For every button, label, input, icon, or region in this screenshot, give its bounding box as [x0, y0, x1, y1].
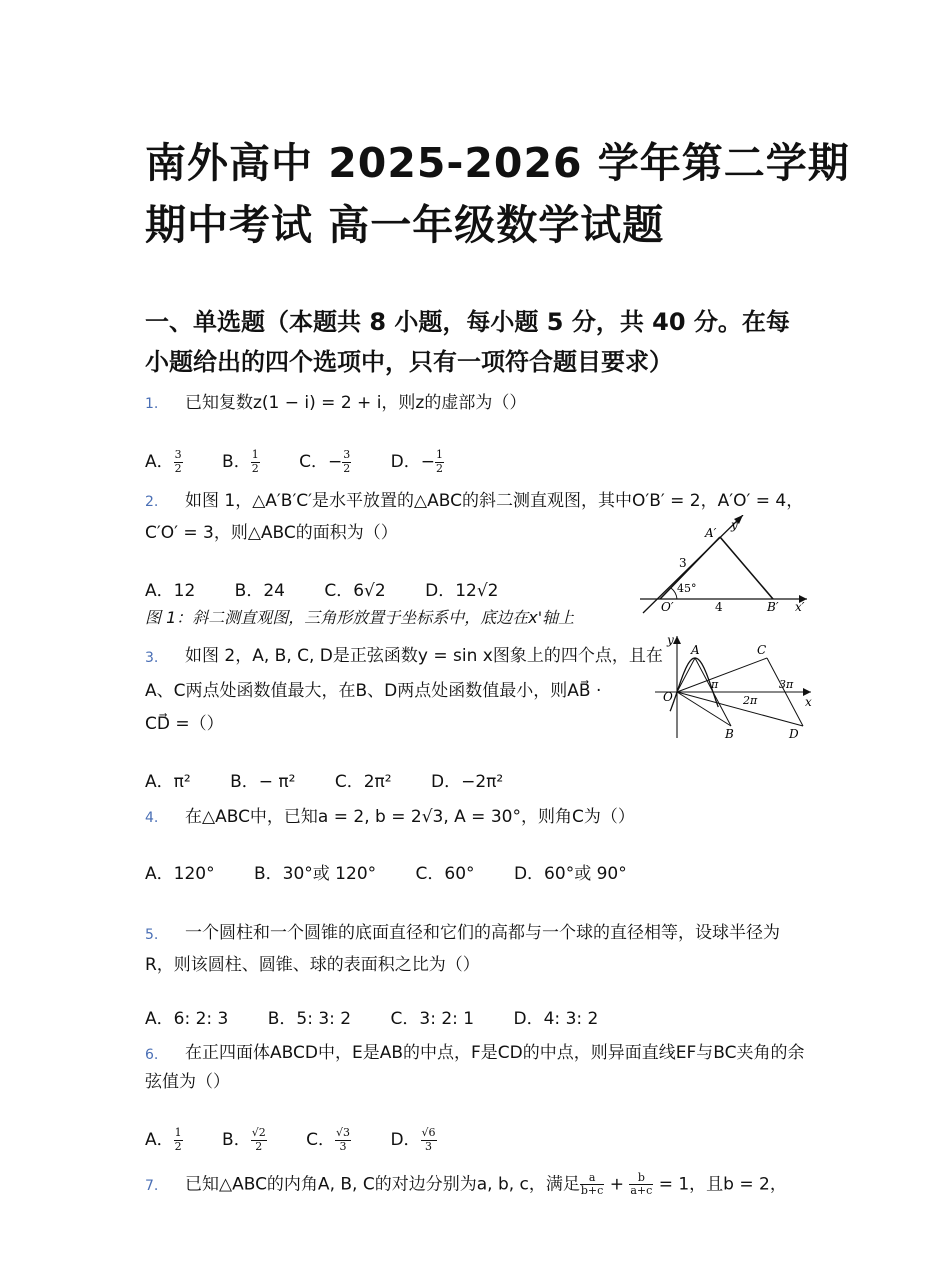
- question-4-options: [145, 859, 661, 884]
- question-4-option-b[interactable]: B．30°或 120°: [253, 864, 377, 884]
- question-7-text: 已知△ABC的内角A, B, C的对边分别为a, b, c，满足 $\frac{a}{b+c}$ + $\frac{b}{a+c}$ = 1，且b = 2，: [185, 1171, 787, 1198]
- question-1-text: 已知复数z(1 − i) = 2 + i，则z的虚部为（）: [185, 393, 527, 413]
- question-6-text-line2: 弦值为（）: [145, 1072, 230, 1092]
- question-4-option-a[interactable]: A．120°: [145, 864, 215, 884]
- figure-2-sine-graph: [655, 632, 815, 740]
- question-3-option-c[interactable]: C．2π²: [334, 772, 392, 792]
- question-2-option-b[interactable]: B．24: [234, 581, 285, 601]
- question-5-option-b[interactable]: B．5: 3: 2: [267, 1009, 352, 1029]
- fig2-label-3pi: 3π: [779, 678, 794, 691]
- question-2-option-d[interactable]: D．12√2: [425, 581, 499, 601]
- question-1-option-d[interactable]: D．− $\frac{1}{2}$: [390, 448, 443, 475]
- fig1-label-side: 3: [679, 556, 687, 570]
- section-heading-line2: 小题给出的四个选项中，只有一项符合题目要求）: [145, 348, 673, 376]
- question-6-option-d[interactable]: D． $\frac{√6}{3}$: [390, 1126, 436, 1153]
- question-1-option-a[interactable]: A． $\frac{3}{2}$: [145, 448, 182, 475]
- question-1-options: [145, 447, 478, 475]
- fig2-label-b: B: [725, 727, 734, 740]
- question-5-option-a[interactable]: A．6: 2: 3: [145, 1009, 229, 1029]
- question-5-options: [145, 1004, 632, 1029]
- question-2-number: 2.: [145, 494, 159, 510]
- question-1-option-c[interactable]: C．− $\frac{3}{2}$: [299, 448, 351, 475]
- fig1-label-angle: 45°: [677, 582, 697, 595]
- question-6-text-line1: 在正四面体ABCD中，E是AB的中点，F是CD的中点，则异面直线EF与BC夹角的余: [185, 1043, 805, 1063]
- exam-title-line2: 期中考试 高一年级数学试题: [145, 201, 665, 249]
- fig1-label-base: 4: [715, 600, 723, 614]
- question-3-option-a[interactable]: A．π²: [145, 772, 191, 792]
- question-6-option-b[interactable]: B． $\frac{√2}{2}$: [222, 1126, 266, 1153]
- question-3-text-line2: A、C两点处函数值最大，在B、D两点处函数值最小，则AB⃗ ·: [145, 681, 602, 701]
- question-4-number: 4.: [145, 810, 159, 826]
- fig2-label-y: y: [667, 633, 674, 647]
- question-6-option-a[interactable]: A． $\frac{1}{2}$: [145, 1126, 182, 1153]
- section-heading-line1: 一、单选题（本题共 8 小题，每小题 5 分，共 40 分。在每: [145, 308, 790, 336]
- question-4-option-d[interactable]: D．60°或 90°: [513, 864, 627, 884]
- question-3-option-b[interactable]: B．− π²: [230, 772, 296, 792]
- question-3-options: [145, 767, 537, 792]
- fig2-label-d: D: [789, 727, 799, 740]
- question-3-option-d[interactable]: D．−2π²: [431, 772, 504, 792]
- fig2-label-a: A: [691, 643, 700, 657]
- fig1-label-o: O′: [661, 600, 674, 614]
- question-6-number: 6.: [145, 1047, 159, 1063]
- question-5-option-d[interactable]: D．4: 3: 2: [513, 1009, 599, 1029]
- fig2-label-o: O: [663, 690, 673, 704]
- fig1-label-b: B′: [767, 600, 779, 614]
- question-2-text-line2: C′O′ = 3，则△ABC的面积为（）: [145, 523, 398, 543]
- fig1-label-x: x′: [795, 600, 805, 614]
- question-4-option-c[interactable]: C．60°: [415, 864, 475, 884]
- fig2-label-2pi: 2π: [743, 694, 758, 707]
- question-2-option-c[interactable]: C．6√2: [324, 581, 386, 601]
- figure-1-caption: 图 1：斜二测直观图，三角形放置于坐标系中，底边在x'轴上: [145, 608, 575, 627]
- question-6-options: [145, 1125, 471, 1153]
- fig2-label-c: C: [757, 643, 767, 657]
- fig1-label-a: A′: [705, 526, 717, 540]
- question-3-text-line1: 如图 2，A, B, C, D是正弦函数y = sin x图象上的四个点，且在: [185, 646, 663, 666]
- question-7-number: 7.: [145, 1178, 159, 1194]
- question-1-number: 1.: [145, 396, 159, 412]
- question-5-text-line1: 一个圆柱和一个圆锥的底面直径和它们的高都与一个球的直径相等，设球半径为: [185, 923, 780, 943]
- question-3-number: 3.: [145, 650, 159, 666]
- question-3-text-line3: CD⃗ =（）: [145, 714, 224, 734]
- fig1-label-y: y′: [731, 518, 741, 532]
- figure-1-oblique-triangle: [635, 515, 820, 615]
- question-5-option-c[interactable]: C．3: 2: 1: [390, 1009, 475, 1029]
- question-5-number: 5.: [145, 927, 159, 943]
- exam-title-line1: 南外高中 2025-2026 学年第二学期: [145, 139, 850, 187]
- question-2-options: [145, 576, 533, 601]
- question-5-text-line2: R，则该圆柱、圆锥、球的表面积之比为（）: [145, 955, 480, 975]
- question-6-option-c[interactable]: C． $\frac{√3}{3}$: [306, 1126, 351, 1153]
- fig2-label-x: x: [805, 695, 812, 709]
- question-2-text-line1: 如图 1，△A′B′C′是水平放置的△ABC的斜二测直观图，其中O′B′ = 2，A′O′ = 4，: [185, 491, 804, 511]
- question-4-text: 在△ABC中，已知a = 2, b = 2√3, A = 30°，则角C为（）: [185, 807, 635, 827]
- fig2-label-pi: π: [711, 678, 719, 691]
- question-1-option-b[interactable]: B． $\frac{1}{2}$: [222, 448, 259, 475]
- question-2-option-a[interactable]: A．12: [145, 581, 196, 601]
